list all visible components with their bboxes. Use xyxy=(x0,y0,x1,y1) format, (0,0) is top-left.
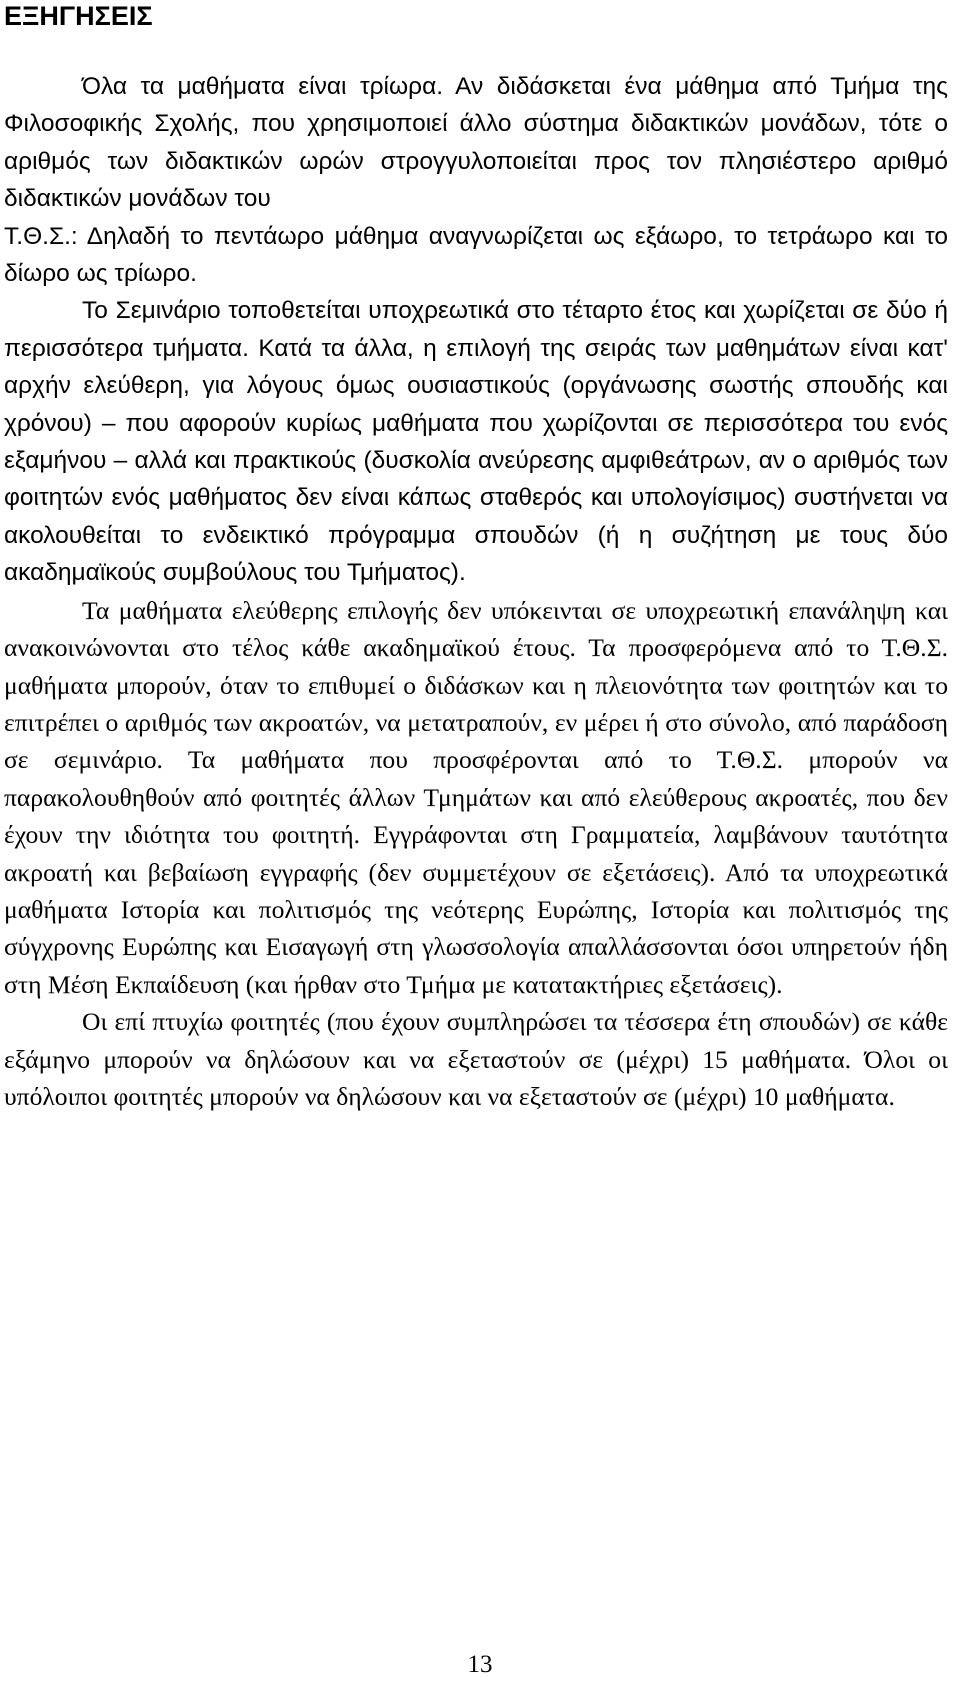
paragraph-seminar xyxy=(4,292,948,591)
paragraph-course-order-text: Κατά τα άλλα, η επιλογή της σειράς των μαθημάτων είναι κατ' αρχήν ελεύθερη, για λόγους όμως ουσιαστικούς (οργάνωσης σωστής σπουδής και χρόνου) – που αφορούν κυρίως μαθήματα που χωρίζονται σε περισσότερα του ενός εξαμήνου – αλλά και πρακτικούς (δυσκολία ανεύρεσης αμφιθεάτρων, αν ο αριθμός των φοιτητών ενός μαθήματος δεν είναι κάπως σταθερός και υπολογίσιμος) συστήνεται να ακολουθείται το ενδεικτικό πρόγραμμα σπουδών (ή η συζήτηση με τους δύο ακαδημαϊκούς συμβούλους του Τμήματος). xyxy=(4,334,948,587)
paragraph-seminar-text: Το Σεμινάριο τοποθετείται υποχρεωτικά στο τέταρτο έτος και χωρίζεται σε δύο ή περισσότερα τμήματα. xyxy=(4,297,948,362)
paragraph-course-hours-continued xyxy=(4,218,948,293)
paragraph-elective-courses xyxy=(4,592,948,1003)
page-number: 13 xyxy=(467,1651,493,1678)
paragraph-senior-students xyxy=(4,1003,948,1115)
paragraph-course-hours-text: Όλα τα μαθήματα είναι τρίωρα. Αν διδάσκεται ένα μάθημα από Τμήμα της Φιλοσοφικής Σχολής, που χρησιμοποιεί άλλο σύστημα διδακτικών μονάδων, τότε ο αριθμός των διδακτικών ωρών στρογγυλοποιείται προς τον πλησιέστερο αριθμό διδακτικών μονάδων του xyxy=(4,73,948,213)
paragraph-course-hours xyxy=(4,68,948,218)
paragraph-elective-courses-text: Τα μαθήματα ελεύθερης επιλογής δεν υπόκεινται σε υποχρεωτική επανάληψη και ανακοινώνονται στο τέλος κάθε ακαδημαϊκού έτους. Τα προσφερόμενα από το Τ.Θ.Σ. μαθήματα μπορούν, όταν το επιθυμεί ο διδάσκων και η πλειονότητα των φοιτητών και το επιτρέπει ο αριθμός των ακροατών, να μετατραπούν, εν μέρει ή στο σύνολο, από παράδοση σε σεμινάριο. Τα μαθήματα που προσφέρονται από το Τ.Θ.Σ. μπορούν να παρακολουθηθούν από φοιτητές άλλων Τμημάτων και από ελεύθερους ακροατές, που δεν έχουν την ιδιότητα του φοιτητή. Εγγράφονται στη Γραμματεία, λαμβάνουν ταυτότητα ακροατή και βεβαίωση εγγραφής (δεν συμμετέχουν σε εξετάσεις). Από τα υποχρεωτικά μαθήματα Ιστορία και πολιτισμός της νεότερης Ευρώπης, Ιστορία και πολιτισμός της σύγχρονης Ευρώπης και Εισαγωγή στη γλωσσολογία απαλλάσσονται όσοι υπηρετούν ήδη στη Μέση Εκπαίδευση (και ήρθαν στο Τμήμα με κατατακτήριες εξετάσεις). xyxy=(4,595,948,999)
paragraph-course-hours-continued-text: Τ.Θ.Σ.: Δηλαδή το πεντάωρο μάθημα αναγνωρίζεται ως εξάωρο, το τετράωρο και το δίωρο ως τρίωρο. xyxy=(4,222,948,288)
page-heading: ΕΞΗΓΗΣΕΙΣ xyxy=(4,1,153,31)
paragraph-senior-students-text: Οι επί πτυχίω φοιτητές (που έχουν συμπληρώσει τα τέσσερα έτη σπουδών) σε κάθε εξάμηνο μπορούν να δηλώσουν και να εξεταστούν σε (μέχρι) 15 μαθήματα. Όλοι οι υπόλοιποι φοιτητές μπορούν να δηλώσουν και να εξεταστούν σε (μέχρι) 10 μαθήματα. xyxy=(4,1007,948,1111)
